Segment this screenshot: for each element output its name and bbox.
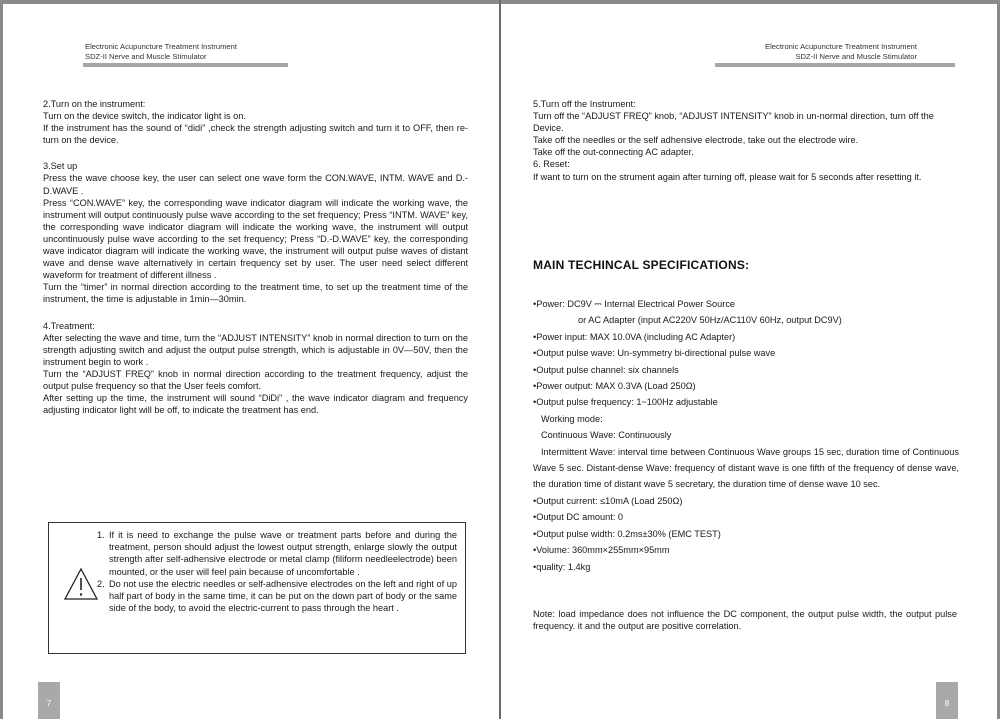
- header-subtitle: SDZ-II Nerve and Muscle Stimulator: [795, 52, 917, 61]
- spec-item: •Output pulse frequency: 1~100Hz adjustable: [533, 397, 718, 408]
- note-paragraph: Note: load impedance does not influence the DC component, the output pulse width, the output pulse frequency. it and the output are positive correlation.: [533, 609, 957, 632]
- spec-item: •Power output: MAX 0.3VA (Load 250Ω): [533, 381, 696, 392]
- section-turn-off: [533, 98, 957, 158]
- spec-paragraph: Intermittent Wave: interval time between Continuous Wave groups 15 sec, duration time of Continuous Wave 5 sec. Distant-dense Wave: frequency of distant wave is one fifth of the frequency of dense wave, the duration time of distant wave 5 secretary, the duration time of dense wave 10 sec.: [533, 446, 959, 490]
- spec-item: •Volume: 360mm×255mm×95mm: [533, 545, 670, 556]
- spec-item: •Power input: MAX 10.0VA (including AC Adapter): [533, 331, 736, 342]
- paragraph: Take off the needles or the self adhensive electrode, take out the electrode wire.: [533, 135, 859, 146]
- warning-text: If it is need to exchange the pulse wave or treatment parts before and during the treatment, person should adjust the lowest output strength, enlarge slowly the output strength after self-adhensive electrode or metal clamp (filiform needleelectrode) been mounted, or the user will feel pain because of uncomfortable .: [109, 530, 457, 577]
- header-subtitle: SDZ-II Nerve and Muscle Stimulator: [85, 52, 207, 61]
- page-number: 8: [936, 682, 958, 719]
- paragraph: After selecting the wave and time, turn the “ADJUST INTENSITY” knob in normal direction to turn on the strength adjusting switch and adjust the output pulse strength, which is adjustable in 0V—50V, then the instrument begin to work .: [43, 332, 468, 367]
- specifications-list: [533, 296, 959, 575]
- header-rule: [715, 63, 955, 67]
- warning-text: Do not use the electric needles or self-adhensive electrodes on the left and right of up half part of body in the same time, it can be put on the down part of body or the same side of the body, to avoid the electric-current to pass through the heart .: [109, 578, 457, 614]
- section-treatment: [43, 320, 468, 417]
- section-heading: 4.Treatment:: [43, 320, 95, 331]
- warning-item: [97, 529, 457, 578]
- section-reset: [533, 158, 957, 182]
- header-rule: [83, 63, 288, 67]
- spec-item: •quality: 1.4kg: [533, 561, 591, 572]
- paragraph: Turn the “timer” in normal direction according to the treatment time, to set up the treatment time of the instrument, the time is adjustable in 1min—30min.: [43, 282, 468, 305]
- page-number: 7: [38, 682, 60, 719]
- spec-item: •Output pulse width: 0.2ms±30% (EMC TEST): [533, 528, 721, 539]
- paragraph: Press “CON.WAVE” key, the corresponding wave indicator diagram will indicate the working wave, the instrument will output continuously pulse wave according to the set frequency; Press “INTM. WAVE” key, the corresponding wave indicator diagram will indicate the working wave, the instrument will output uncontinuously pulse wave according to the set frequency; Press “D.-D.WAVE” key, the corresponding wave indicator diagram will indicate the working wave, the instrument will output pulse waves of distant wave and dense wave alternatively in certain frequency set by user. The user need select different waveform for treatment of different illness .: [43, 197, 468, 281]
- instructions-body: [43, 98, 468, 428]
- warning-box: [48, 522, 466, 654]
- section-set-up: [43, 160, 468, 305]
- right-page: [501, 4, 997, 719]
- paragraph: If the instrument has the sound of “didi” ,check the strength adjusting switch and turn it to OFF, then re-turn on the device.: [43, 123, 468, 146]
- header-title: Electronic Acupuncture Treatment Instrument: [765, 42, 917, 51]
- section-turn-on: [43, 98, 468, 146]
- spec-item: Working mode:: [541, 413, 603, 424]
- section-heading: 2.Turn on the instrument:: [43, 99, 146, 109]
- instructions-body: [533, 98, 957, 183]
- spec-item: •Output current: ≤10mA (Load 250Ω): [533, 495, 683, 506]
- paragraph: If want to turn on the strument again after turning off, please wait for 5 seconds after resetting it.: [533, 171, 922, 182]
- page-header: [717, 42, 917, 62]
- spec-item: •Power: DC9V ⎓ Internal Electrical Power Source: [533, 299, 736, 309]
- paragraph: Turn on the device switch, the indicator light is on.: [43, 111, 246, 122]
- header-title: Electronic Acupuncture Treatment Instrument: [85, 42, 237, 51]
- paragraph: Turn off the “ADJUST FREQ” knob, “ADJUST INTENSITY” knob in un-normal direction, turn off the Device.: [533, 111, 934, 134]
- section-heading: 6. Reset:: [533, 159, 570, 170]
- warning-number: 2.: [97, 578, 105, 589]
- section-heading: 3.Set up: [43, 161, 78, 172]
- paragraph: Turn the “ADJUST FREQ” knob in normal direction according to the treatment frequency, adjust the output pulse frequency so that the User feels comfort.: [43, 368, 468, 391]
- warning-number: 1.: [97, 530, 105, 540]
- spec-item: •Output DC amount: 0: [533, 512, 624, 523]
- spec-item: •Output pulse wave: Un-symmetry bi-directional pulse wave: [533, 348, 776, 359]
- spec-item: Continuous Wave: Continuously: [541, 430, 672, 441]
- spec-item: or AC Adapter (input AC220V 50Hz/AC110V 60Hz, output DC9V): [578, 315, 842, 326]
- spec-item: •Output pulse channel: six channels: [533, 364, 679, 375]
- page-header: [85, 42, 285, 62]
- specifications-heading: MAIN TECHINCAL SPECIFICATIONS:: [533, 258, 750, 272]
- paragraph: Press the wave choose key, the user can select one wave form the CON.WAVE, INTM. WAVE and D.-D.WAVE .: [43, 173, 468, 196]
- warning-triangle-icon: [63, 567, 99, 601]
- warning-item: [97, 578, 457, 615]
- left-page: [3, 4, 499, 719]
- section-heading: 5.Turn off the Instrument:: [533, 99, 636, 109]
- paragraph: After setting up the time, the instrument will sound “DiDi” , the wave indicator diagram and frequency adjusting indicator light will be off, to indicate the treatment has end.: [43, 393, 468, 416]
- paragraph: Take off the out-connecting AC adapter.: [533, 147, 694, 158]
